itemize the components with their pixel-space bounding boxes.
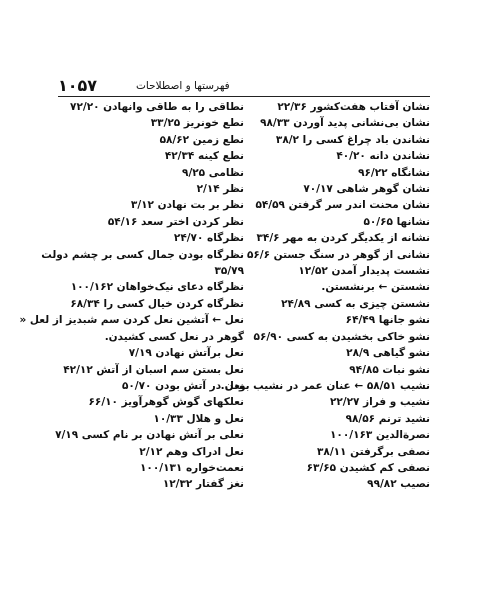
index-entry: نشان گوهر شاهی ۷۰/۱۷ [303, 183, 430, 196]
index-entry: نظر کردن اختر سعد ۵۴/۱۶ [107, 215, 244, 228]
index-entry: نشیب ۵۸/۵۱ ← عنان عمر در نشیب بودن. [220, 379, 430, 392]
index-entry: نشانگاه ۹۶/۲۲ [358, 166, 430, 179]
index-entry: نطع خونریز ۳۳/۲۵ [150, 117, 244, 130]
running-head: فهرستها و اصطلاحات [136, 80, 230, 92]
index-entry: نشید ترنم ۹۸/۵۶ [345, 412, 430, 425]
index-entry: نعل در آتش بودن ۵۰/۷۰ [121, 379, 244, 392]
index-entry: نشان بی‌نشانی پدید آوردن ۹۸/۳۳ [260, 117, 430, 130]
index-entry: نشیب و فراز ۲۲/۲۷ [329, 396, 430, 409]
index-entry: نظر ۲/۱۴ [196, 183, 244, 196]
index-entry: نظامی ۹/۲۵ [182, 166, 244, 179]
index-entry: نشو خاکی بخشیدن به کسی ۵۶/۹۰ [253, 330, 430, 343]
index-entry: نشستن چیزی به کسی ۲۴/۸۹ [281, 297, 430, 310]
index-entry: نشو جانها ۶۴/۴۹ [345, 314, 430, 327]
index-entry: نصیب ۹۹/۸۲ [367, 478, 430, 491]
index-entry: ۳۵/۷۹ [214, 265, 244, 278]
index-entry: نعل ← آتشین نعل کردن سم شبدیز از لعل « [19, 314, 244, 327]
index-entry: نظرگاه بودن جمال کسی بر چشم دولت [41, 248, 244, 261]
index-entry: نشستن ← برنشستن. [321, 281, 430, 294]
index-entry: نظرگاه کردن خیال کسی را ۶۸/۳۴ [70, 297, 244, 310]
index-entry: نعل ادراک وهم ۲/۱۲ [139, 445, 244, 458]
index-entry: نصرةالدین ۱۰۰/۱۶۳ [330, 429, 430, 442]
index-entry: نظر بر بت نهادن ۳/۱۲ [130, 199, 244, 212]
index-entry: نظرگاه ۲۴/۷۰ [173, 232, 244, 245]
index-entry: نعلکهای گوش گوهرآویز ۶۶/۱۰ [88, 396, 244, 409]
index-entry: نشاندن باد چراغ کسی را ۳۸/۲ [275, 133, 430, 146]
index-entry: نعمت‌خواره ۱۰۰/۱۳۱ [140, 461, 244, 474]
index-entry: نشانه از یکدیگر کردن به مهر ۳۴/۶ [256, 232, 430, 245]
header-rule [58, 96, 430, 97]
index-entry: نشان محنت اندر سر گرفتن ۵۴/۵۹ [255, 199, 430, 212]
index-entry: نصفی برگرفتن ۳۸/۱۱ [317, 445, 430, 458]
index-entry: نشانها ۵۰/۶۵ [363, 215, 430, 228]
index-entry: نشان آفتاب هفت‌کشور ۲۲/۳۶ [277, 101, 430, 113]
index-entry: نعل بستن سم اسبان از آتش ۴۲/۱۲ [63, 363, 244, 376]
index-entry: نطع کینه ۴۲/۳۴ [164, 150, 244, 163]
index-entry: نظرگاه دعای نیک‌خواهان ۱۰۰/۱۶۲ [70, 281, 244, 294]
index-entry: نطع زمین ۵۸/۶۲ [159, 133, 244, 146]
index-entry: نشو نبات ۹۴/۸۵ [349, 363, 430, 376]
index-columns [19, 99, 430, 509]
page-header [58, 76, 430, 96]
index-entry: نعلی بر آتش نهادن بر نام کسی ۷/۱۹ [55, 429, 244, 442]
index-entry: نغز گفتار ۱۲/۳۲ [162, 478, 244, 491]
index-entry: نشانی از گوهر در سنگ جستن ۵۶/۶ [246, 248, 430, 261]
index-entry: نعل و هلال ۱۰/۳۳ [153, 412, 244, 425]
left-column [19, 99, 244, 493]
index-entry: نشاندن دانه ۴۰/۲۰ [336, 150, 430, 163]
index-entry: نطاقی را به طاقی وانهادن ۷۲/۲۰ [70, 101, 244, 113]
index-entry: نعل برآتش نهادن ۷/۱۹ [128, 347, 244, 360]
index-entry: نصفی کم کشیدن ۶۳/۶۵ [306, 461, 430, 474]
index-entry: نشو گیاهی ۲۸/۹ [346, 347, 430, 360]
index-entry: نشست پدیدار آمدن ۱۲/۵۲ [298, 265, 430, 278]
page-number: ۱۰۵۷ [58, 76, 98, 95]
index-entry: گوهر در نعل کسی کشیدن. [104, 330, 244, 343]
